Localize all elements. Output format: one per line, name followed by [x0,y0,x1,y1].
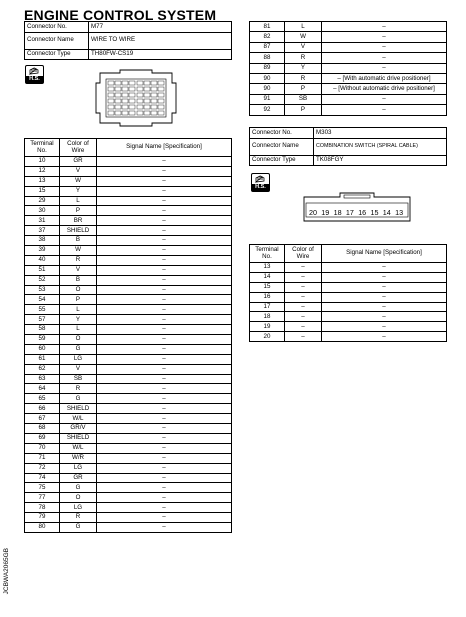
terminal-cell: 51 [25,265,60,275]
table-row [25,503,232,513]
terminal-cell: 53 [25,285,60,295]
signal-cell: – [97,157,232,167]
terminal-cell: 14 [250,272,285,282]
table-row [25,374,232,384]
color-cell: P [285,105,322,115]
terminal-cell: 92 [250,105,285,115]
signal-cell: – [97,503,232,513]
terminal-cell: 68 [25,424,60,434]
signal-cell: – [322,105,447,115]
signal-cell: – [322,272,447,282]
connector-no-label: Connector No. [250,128,314,139]
terminal-cell: 87 [250,42,285,52]
terminal-cell: 77 [25,493,60,503]
connector-type-label: Connector Type [250,155,314,166]
table-row [25,463,232,473]
color-cell: GR [60,157,97,167]
table-row [25,394,232,404]
signal-cell: – [97,354,232,364]
col-terminal: Terminal No. [25,139,60,157]
signal-cell: – [97,196,232,206]
signal-cell: – [322,42,447,52]
hs-label: H.S. [252,184,269,191]
table-row [25,404,232,414]
color-cell: – [285,322,322,332]
table-row [25,285,232,295]
color-cell: – [285,292,322,302]
table-row [250,272,447,282]
table-row [25,414,232,424]
terminal-cell: 39 [25,246,60,256]
table-row [25,513,232,523]
col-color: Color of Wire [285,245,322,263]
signal-cell: – [322,94,447,104]
connector-m77-face [94,69,178,127]
pin-number-label: 19 [321,208,330,217]
signal-cell: – [322,302,447,312]
table-row [25,325,232,335]
hs-connector-icon [251,173,270,192]
table-row [25,196,232,206]
signal-cell: – [97,473,232,483]
color-cell: Y [60,186,97,196]
table-row [250,84,447,94]
terminal-cell: 66 [25,404,60,414]
table-row [25,186,232,196]
color-cell: W/L [60,414,97,424]
table-row [25,493,232,503]
signal-cell: – [322,63,447,73]
color-cell: L [60,305,97,315]
color-cell: W [60,246,97,256]
terminal-cell: 67 [25,414,60,424]
color-cell: SHIELD [60,226,97,236]
terminal-cell: 81 [250,22,285,32]
signal-cell: – [322,282,447,292]
color-cell: L [60,325,97,335]
terminal-cell: 18 [250,312,285,322]
pin-number-label: 13 [395,208,404,217]
color-cell: SB [285,94,322,104]
terminal-cell: 17 [250,302,285,312]
pin-number-label: 17 [345,208,354,217]
pin-number-label: 16 [358,208,367,217]
color-cell: G [60,344,97,354]
color-cell: R [285,53,322,63]
table-row [25,433,232,443]
color-cell: L [60,196,97,206]
m77-pin-table [24,138,232,533]
table-row [250,263,447,273]
signal-cell: – [322,322,447,332]
table-row [25,424,232,434]
signal-cell: – [97,374,232,384]
color-cell: V [285,42,322,52]
hand-icon [252,174,269,184]
signal-cell: – [97,364,232,374]
hs-label: H.S. [26,76,43,83]
color-cell: O [60,335,97,345]
signal-cell: – [97,463,232,473]
terminal-cell: 90 [250,84,285,94]
color-cell: – [285,332,322,342]
signal-cell: – [97,315,232,325]
signal-cell: – [97,384,232,394]
terminal-cell: 52 [25,275,60,285]
color-cell: V [60,364,97,374]
terminal-cell: 82 [250,32,285,42]
color-cell: SB [60,374,97,384]
signal-cell: – [97,513,232,523]
table-row [25,226,232,236]
terminal-cell: 37 [25,226,60,236]
table-row [25,305,232,315]
color-cell: GR [60,473,97,483]
connector-name-label: Connector Name [250,138,314,155]
table-row [250,332,447,342]
terminal-cell: 64 [25,384,60,394]
terminal-cell: 10 [25,157,60,167]
color-cell: BR [60,216,97,226]
terminal-cell: 31 [25,216,60,226]
terminal-cell: 60 [25,344,60,354]
signal-cell: – [97,453,232,463]
connector-type-value: TK08FGY [314,155,447,166]
connector-type-value: TH80FW-CS19 [89,49,232,60]
table-row [250,94,447,104]
table-row [25,443,232,453]
table-row [25,246,232,256]
color-cell: R [285,73,322,83]
table-row [25,236,232,246]
color-cell: – [285,312,322,322]
connector-name-label: Connector Name [25,32,89,49]
table-row [25,453,232,463]
table-row [250,105,447,115]
connector-no-value: M77 [89,22,232,33]
col-color: Color of Wire [60,139,97,157]
table-row [25,354,232,364]
terminal-cell: 80 [25,522,60,532]
table-row [250,53,447,63]
signal-cell: – [97,295,232,305]
color-cell: P [60,206,97,216]
signal-cell: – [97,433,232,443]
signal-cell: – [97,255,232,265]
table-row [25,473,232,483]
color-cell: G [60,394,97,404]
color-cell: R [60,384,97,394]
color-cell: P [60,295,97,305]
terminal-cell: 65 [25,394,60,404]
signal-cell: – [322,332,447,342]
table-row [25,265,232,275]
table-row [250,42,447,52]
terminal-cell: 90 [250,73,285,83]
terminal-cell: 79 [25,513,60,523]
signal-cell: – [97,424,232,434]
col-signal: Signal Name [Specification] [97,139,232,157]
signal-cell: – [97,176,232,186]
signal-cell: – [97,394,232,404]
terminal-cell: 30 [25,206,60,216]
table-row [25,344,232,354]
color-cell: R [60,255,97,265]
terminal-cell: 15 [25,186,60,196]
table-row [25,315,232,325]
terminal-cell: 71 [25,453,60,463]
pin-number-label: 14 [382,208,391,217]
connector-name-value: COMBINATION SWITCH (SPIRAL CABLE) [314,138,447,155]
signal-cell: – [322,32,447,42]
signal-cell: – [97,236,232,246]
table-row [25,335,232,345]
signal-cell: – [97,226,232,236]
terminal-cell: 55 [25,305,60,315]
col-signal: Signal Name [Specification] [322,245,447,263]
table-row [250,322,447,332]
signal-cell: – [322,53,447,63]
terminal-cell: 62 [25,364,60,374]
terminal-cell: 58 [25,325,60,335]
color-cell: – [285,272,322,282]
terminal-cell: 69 [25,433,60,443]
color-cell: L [285,22,322,32]
color-cell: SHIELD [60,404,97,414]
color-cell: W [60,176,97,186]
connector-no-label: Connector No. [25,22,89,33]
terminal-cell: 57 [25,315,60,325]
color-cell: B [60,236,97,246]
terminal-cell: 12 [25,166,60,176]
signal-cell: – [97,483,232,493]
color-cell: Y [285,63,322,73]
color-cell: W/L [60,443,97,453]
color-cell: W [285,32,322,42]
table-row [250,312,447,322]
color-cell: B [60,275,97,285]
m77-pin-table-cont [249,21,447,116]
terminal-cell: 74 [25,473,60,483]
pin-number-label: 20 [309,208,317,217]
color-cell: G [60,483,97,493]
color-cell: Y [60,315,97,325]
signal-cell: – [97,325,232,335]
table-row [25,483,232,493]
terminal-cell: 70 [25,443,60,453]
table-row [25,522,232,532]
signal-cell: – [97,522,232,532]
signal-cell: – [97,305,232,315]
table-row [250,73,447,83]
signal-cell: – [97,216,232,226]
terminal-cell: 15 [250,282,285,292]
color-cell: O [60,493,97,503]
terminal-cell: 54 [25,295,60,305]
signal-cell: – [97,265,232,275]
table-row [250,292,447,302]
terminal-cell: 13 [25,176,60,186]
signal-cell: – [With automatic drive positioner] [322,73,447,83]
signal-cell: – [322,312,447,322]
color-cell: LG [60,463,97,473]
table-row [250,302,447,312]
connector-no-value: M303 [314,128,447,139]
color-cell: – [285,282,322,292]
signal-cell: – [97,493,232,503]
terminal-cell: 29 [25,196,60,206]
signal-cell: – [97,404,232,414]
terminal-cell: 20 [250,332,285,342]
table-row [25,384,232,394]
terminal-cell: 75 [25,483,60,493]
signal-cell: – [97,285,232,295]
table-row [250,63,447,73]
color-cell: W/R [60,453,97,463]
terminal-cell: 88 [250,53,285,63]
terminal-cell: 63 [25,374,60,384]
terminal-cell: 16 [250,292,285,302]
terminal-cell: 38 [25,236,60,246]
terminal-cell: 89 [250,63,285,73]
table-row [25,275,232,285]
table-row [25,216,232,226]
terminal-cell: 13 [250,263,285,273]
signal-cell: – [97,206,232,216]
color-cell: P [285,84,322,94]
terminal-cell: 61 [25,354,60,364]
terminal-cell: 72 [25,463,60,473]
signal-cell: – [322,292,447,302]
terminal-cell: 78 [25,503,60,513]
signal-cell: – [Without automatic drive positioner] [322,84,447,94]
signal-cell: – [97,443,232,453]
connector-m77-info [24,21,232,60]
pin-number-label: 15 [370,208,379,217]
color-cell: G [60,522,97,532]
signal-cell: – [97,246,232,256]
signal-cell: – [322,22,447,32]
table-row [25,176,232,186]
hs-connector-icon [25,65,44,84]
color-cell: – [285,263,322,273]
terminal-cell: 19 [250,322,285,332]
signal-cell: – [97,186,232,196]
connector-m303-info [249,127,447,166]
color-cell: LG [60,503,97,513]
table-row [250,282,447,292]
table-row [25,166,232,176]
color-cell: V [60,166,97,176]
pin-number-label: 18 [333,208,342,217]
color-cell: GR/V [60,424,97,434]
terminal-cell: 59 [25,335,60,345]
color-cell: – [285,302,322,312]
connector-type-label: Connector Type [25,49,89,60]
terminal-cell: 91 [250,94,285,104]
signal-cell: – [97,414,232,424]
color-cell: V [60,265,97,275]
page-title: ENGINE CONTROL SYSTEM [24,7,217,23]
signal-cell: – [97,335,232,345]
color-cell: O [60,285,97,295]
m303-pin-table [249,244,447,342]
table-row [250,32,447,42]
color-cell: LG [60,354,97,364]
signal-cell: – [322,263,447,273]
table-row [25,206,232,216]
table-row [25,255,232,265]
signal-cell: – [97,166,232,176]
signal-cell: – [97,344,232,354]
table-row [25,157,232,167]
terminal-cell: 40 [25,255,60,265]
col-terminal: Terminal No. [250,245,285,263]
color-cell: R [60,513,97,523]
connector-m303-face [300,191,414,223]
signal-cell: – [97,275,232,285]
table-row [25,364,232,374]
hand-icon [26,66,43,76]
document-code: JCBWA2065GB [3,548,10,595]
color-cell: SHIELD [60,433,97,443]
connector-name-value: WIRE TO WIRE [89,32,232,49]
table-row [250,22,447,32]
table-row [25,295,232,305]
